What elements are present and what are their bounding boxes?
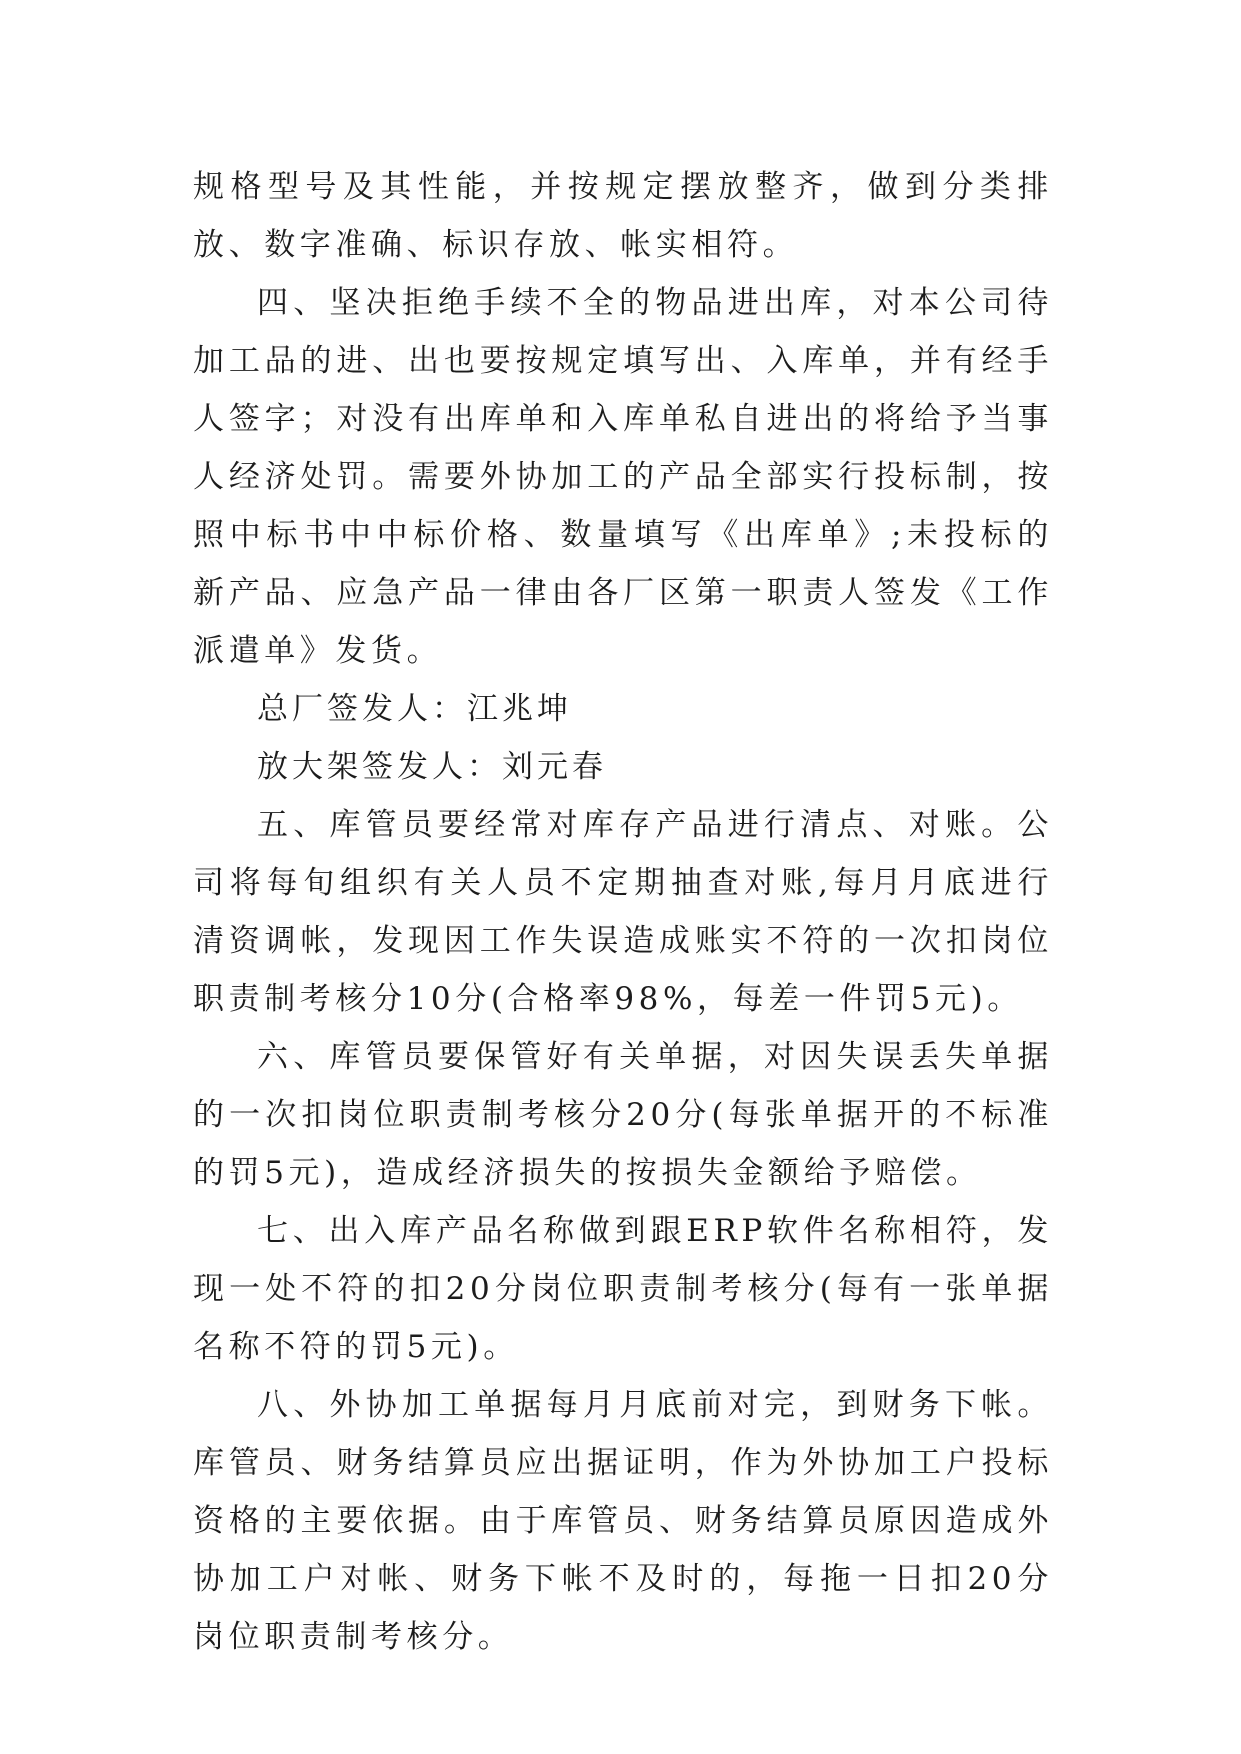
signer-headquarters: 总厂签发人：江兆坤 [257,691,572,727]
paragraph-continued-storage: 规格型号及其性能，并按规定摆放整齐，做到分类排放、数字准确、标识存放、帐实相符。 [193,169,1053,263]
paragraph-item-6: 六、库管员要保管好有关单据，对因失误丢失单据的一次扣岗位职责制考核分20分(每张单据开的不标准的罚5元)，造成经济损失的按损失金额给予赔偿。 [193,1039,1053,1191]
signer-amplifier-rack: 放大架签发人：刘元春 [257,749,607,785]
document-body [193,158,1053,1666]
paragraph-item-8: 八、外协加工单据每月月底前对完，到财务下帐。库管员、财务结算员应出据证明，作为外协加工户投标资格的主要依据。由于库管员、财务结算员原因造成外协加工户对帐、财务下帐不及时的，每拖一日扣20分岗位职责制考核分。 [193,1387,1053,1655]
paragraph-item-4: 四、坚决拒绝手续不全的物品进出库，对本公司待加工品的进、出也要按规定填写出、入库单，并有经手人签字；对没有出库单和入库单私自进出的将给予当事人经济处罚。需要外协加工的产品全部实行投标制，按照中标书中中标价格、数量填写《出库单》;未投标的新产品、应急产品一律由各厂区第一职责人签发《工作派遣单》发货。 [193,285,1053,669]
paragraph-item-7: 七、出入库产品名称做到跟ERP软件名称相符，发现一处不符的扣20分岗位职责制考核分(每有一张单据名称不符的罚5元)。 [193,1213,1053,1365]
paragraph-item-5: 五、库管员要经常对库存产品进行清点、对账。公司将每旬组织有关人员不定期抽查对账,每月月底进行清资调帐，发现因工作失误造成账实不符的一次扣岗位职责制考核分10分(合格率98%，每差一件罚5元)。 [193,807,1053,1017]
